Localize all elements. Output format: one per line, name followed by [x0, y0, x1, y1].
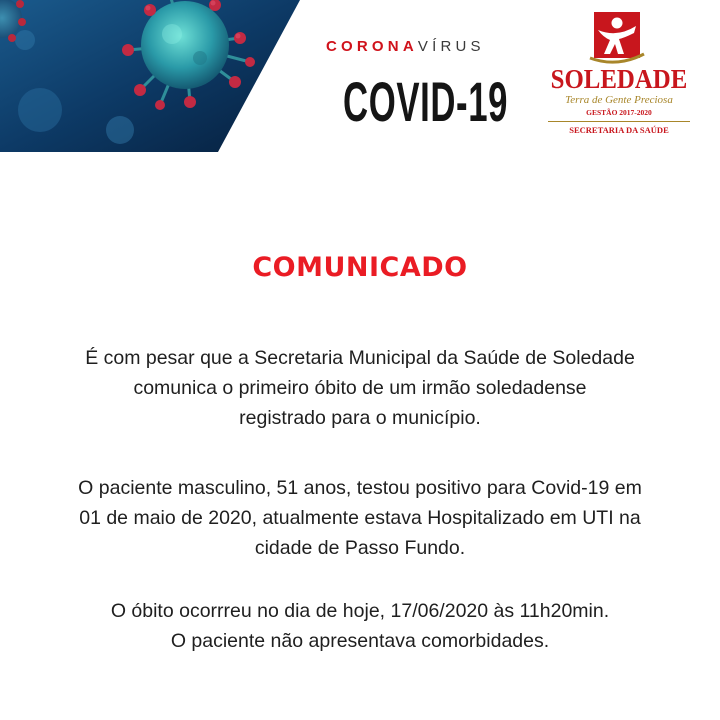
soledade-logo: [542, 4, 696, 140]
logo-term: GESTÃO 2017-2020: [586, 108, 652, 117]
paragraph-line: O paciente masculino, 51 anos, testou positivo para Covid-19 em: [78, 477, 642, 499]
kicker-corona: CORONA: [326, 38, 418, 55]
logo-department: SECRETARIA DA SAÚDE: [569, 125, 669, 135]
notice-paragraph-3: [40, 596, 680, 656]
paragraph-line: cidade de Passo Fundo.: [254, 537, 466, 559]
paragraph-line: O paciente não apresentava comorbidades.: [170, 630, 550, 652]
logo-mark-icon: [588, 8, 646, 66]
logo-tagline: Terra de Gente Preciosa: [565, 94, 673, 106]
paragraph-line: É com pesar que a Secretaria Municipal da Saúde de Soledade: [85, 347, 635, 369]
notice-paragraph-1: [40, 343, 680, 433]
kicker-virus: VÍRUS: [417, 38, 485, 55]
paragraph-line: registrado para o município.: [239, 407, 481, 429]
header-title: COVID-19: [343, 70, 509, 133]
notice-title: COMUNICADO: [252, 252, 468, 283]
paragraph-line: O óbito ocorrreu no dia de hoje, 17/06/2020 às 11h20min.: [110, 600, 610, 622]
header-kicker: [326, 38, 485, 55]
notice-paragraph-2: [40, 473, 680, 563]
coronavirus-banner-image: [0, 0, 300, 152]
paragraph-line: comunica o primeiro óbito de um irmão soledadense: [133, 377, 587, 399]
logo-name: SOLEDADE: [550, 64, 688, 94]
logo-divider: [548, 121, 690, 122]
paragraph-line: 01 de maio de 2020, atualmente estava Hospitalizado em UTI na: [79, 507, 641, 529]
